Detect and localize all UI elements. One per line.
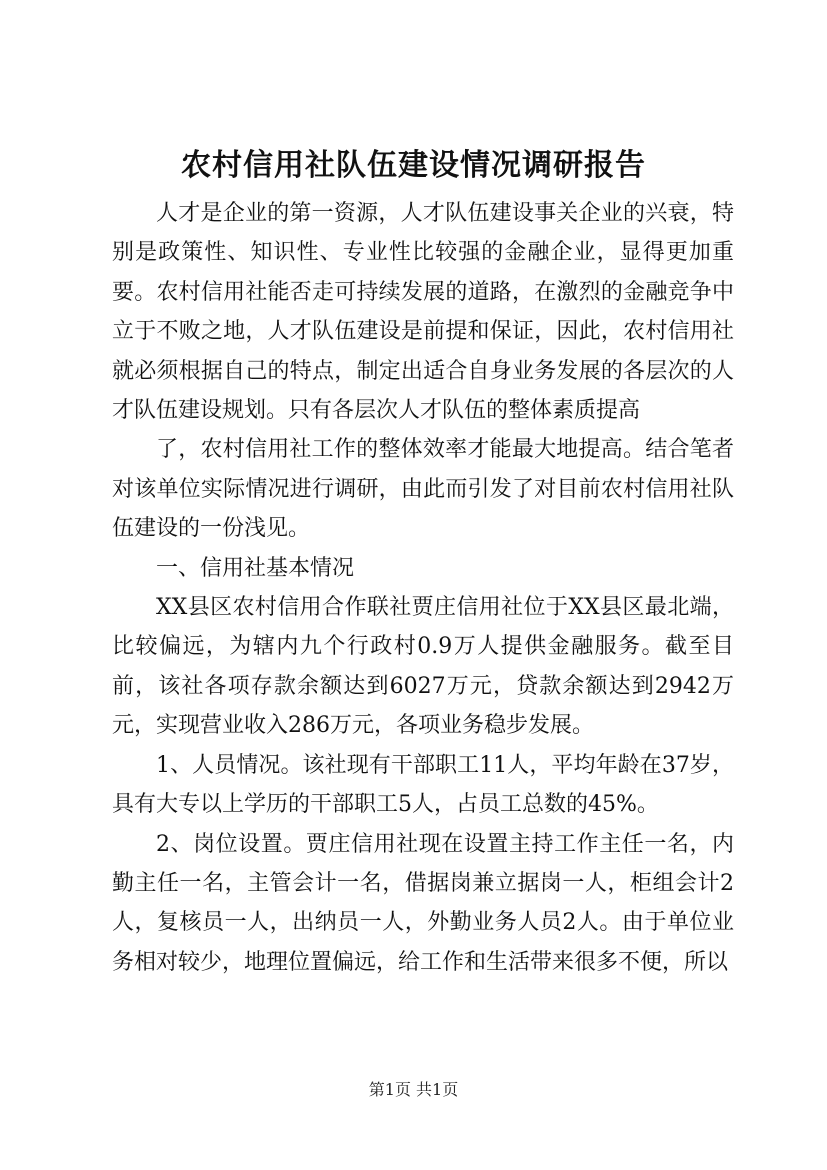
page-footer: 第1页 共1页: [368, 1080, 459, 1099]
paragraph-continuation: 了，农村信用社工作的整体效率才能最大地提高。结合笔者对该单位实际情况进行调研，由此而引发了对目前农村信用社队伍建设的一份浅见。: [112, 437, 734, 542]
document-title: 农村信用社队伍建设情况调研报告: [181, 148, 646, 183]
paragraph-positions: 2、岗位设置。贾庄信用社现在设置主持工作主任一名，内勤主任一名，主管会计一名，借据岗兼立据岗一人，柜组会计2人，复核员一人，出纳员一人，外勤业务人员2人。由于单位业务相对较少，地理位置偏远，给工作和生活带来很多不便，所以: [112, 831, 734, 975]
section-heading-basic-info: 一、信用社基本情况: [156, 555, 355, 581]
paragraph-basic-info: XX县区农村信用合作联社贾庄信用社位于XX县区最北端，比较偏远，为辖内九个行政村0.9万人提供金融服务。截至目前，该社各项存款余额达到6027万元，贷款余额达到2942万元，实现营业收入286万元，各项业务稳步发展。: [112, 595, 734, 739]
document-body: [112, 194, 734, 982]
paragraph-staff: 1、人员情况。该社现有干部职工11人，平均年龄在37岁，具有大专以上学历的干部职工5人，占员工总数的45%。: [112, 752, 734, 818]
paragraph-intro: 人才是企业的第一资源，人才队伍建设事关企业的兴衰，特别是政策性、知识性、专业性比较强的金融企业，显得更加重要。农村信用社能否走可持续发展的道路，在激烈的金融竞争中立于不败之地，人才队伍建设是前提和保证，因此，农村信用社就必须根据自己的特点，制定出适合自身业务发展的各层次的人才队伍建设规划。只有各层次人才队伍的整体素质提高: [112, 201, 734, 424]
